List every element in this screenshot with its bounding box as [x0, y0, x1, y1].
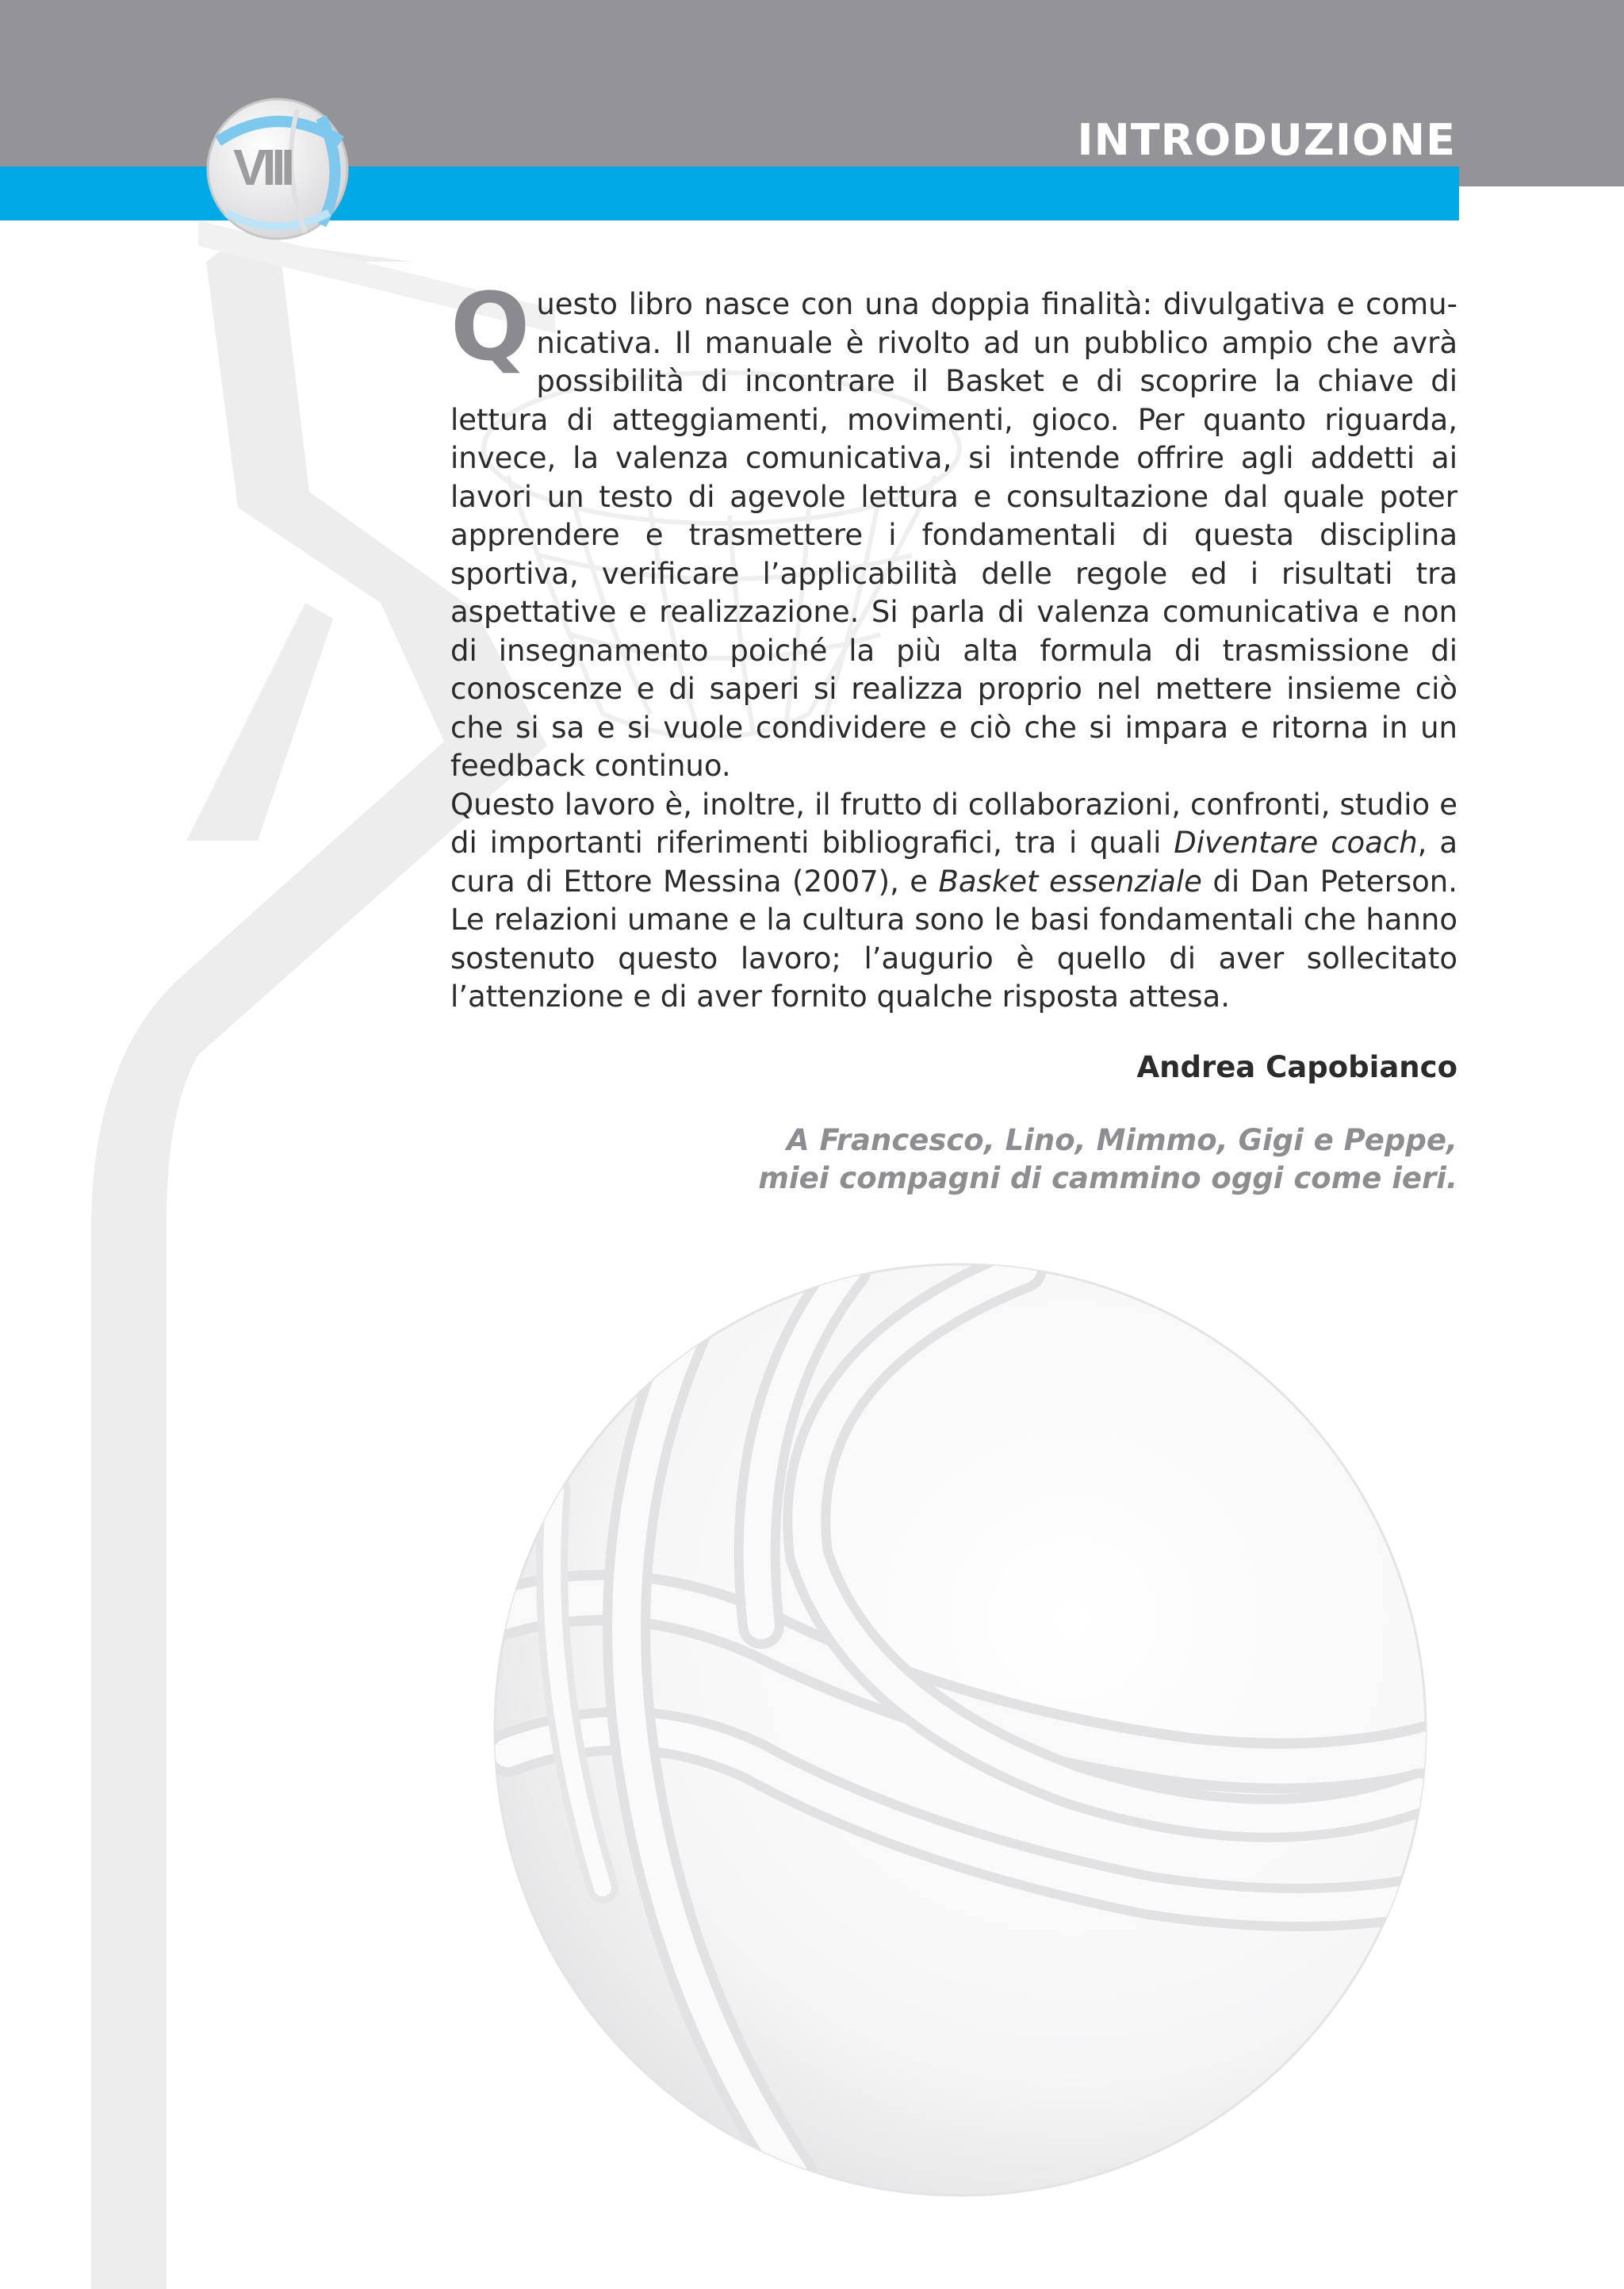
dedication-line-1: A Francesco, Lino, Mimmo, Gigi e Peppe,	[787, 1123, 1457, 1157]
dedication	[450, 1121, 1457, 1198]
basketball-illustration	[484, 1264, 1443, 2195]
paragraph-1	[450, 272, 1457, 786]
paragraph-2-text-c: di Dan Peterson. Le relazioni umane e la cultura sono le basi fondamentali che hanno sostenuto questo lavoro; l’augurio è quello di aver sollecitato l’attenzione e di aver fornito qualche risposta attesa.	[450, 864, 1458, 1014]
introduction-body	[450, 272, 1458, 1198]
author-signature: Andrea Capobianco	[1136, 1049, 1457, 1084]
page-number-badge	[202, 94, 361, 252]
book-title-2: Basket essenziale	[938, 864, 1202, 899]
paragraph-1-text: uesto libro nasce con una doppia finalità: divulgativa e comunicativa. Il manuale è rivolto ad un pubblico ampio che avrà possibilità di incontrare il Basket e di scoprire la chiave di lettura di atteggiamenti, movimenti, gioco. Per quanto riguarda, invece, la valenza comunicativa, si intende offrire agli addetti ai lavori un testo di agevole lettura e consultazione dal quale poter apprendere e trasmettere i fondamentali di questa disciplina sportiva, verificare l’applicabilità delle regole ed i risultati tra aspettative e realizzazione. Si parla di valenza comunicativa e non di insegnamento poiché la più alta formula di trasmissione di conoscenze e di saperi si realizza proprio nel mettere insieme ciò che si sa e si vuole condividere e ciò che si impara e ritorna in un feedback continuo.	[450, 287, 1457, 783]
paragraph-2-text-b: , a cura di Ettore Messina (2007), e	[450, 826, 1458, 899]
chapter-title: INTRODUZIONE	[1077, 115, 1456, 165]
paragraph-2-text-a: Questo lavoro è, inoltre, il frutto di collaborazioni, confronti, studio e di importanti riferimenti bibliografici, tra i quali	[450, 787, 1457, 860]
book-title-1: Diventare coach	[1174, 826, 1418, 860]
drop-cap: Q	[450, 272, 530, 382]
paragraph-2	[450, 786, 1457, 1017]
dedication-line-2: miei compagni di cammino oggi come ieri.	[758, 1161, 1457, 1195]
page-number: VIII	[232, 139, 291, 196]
